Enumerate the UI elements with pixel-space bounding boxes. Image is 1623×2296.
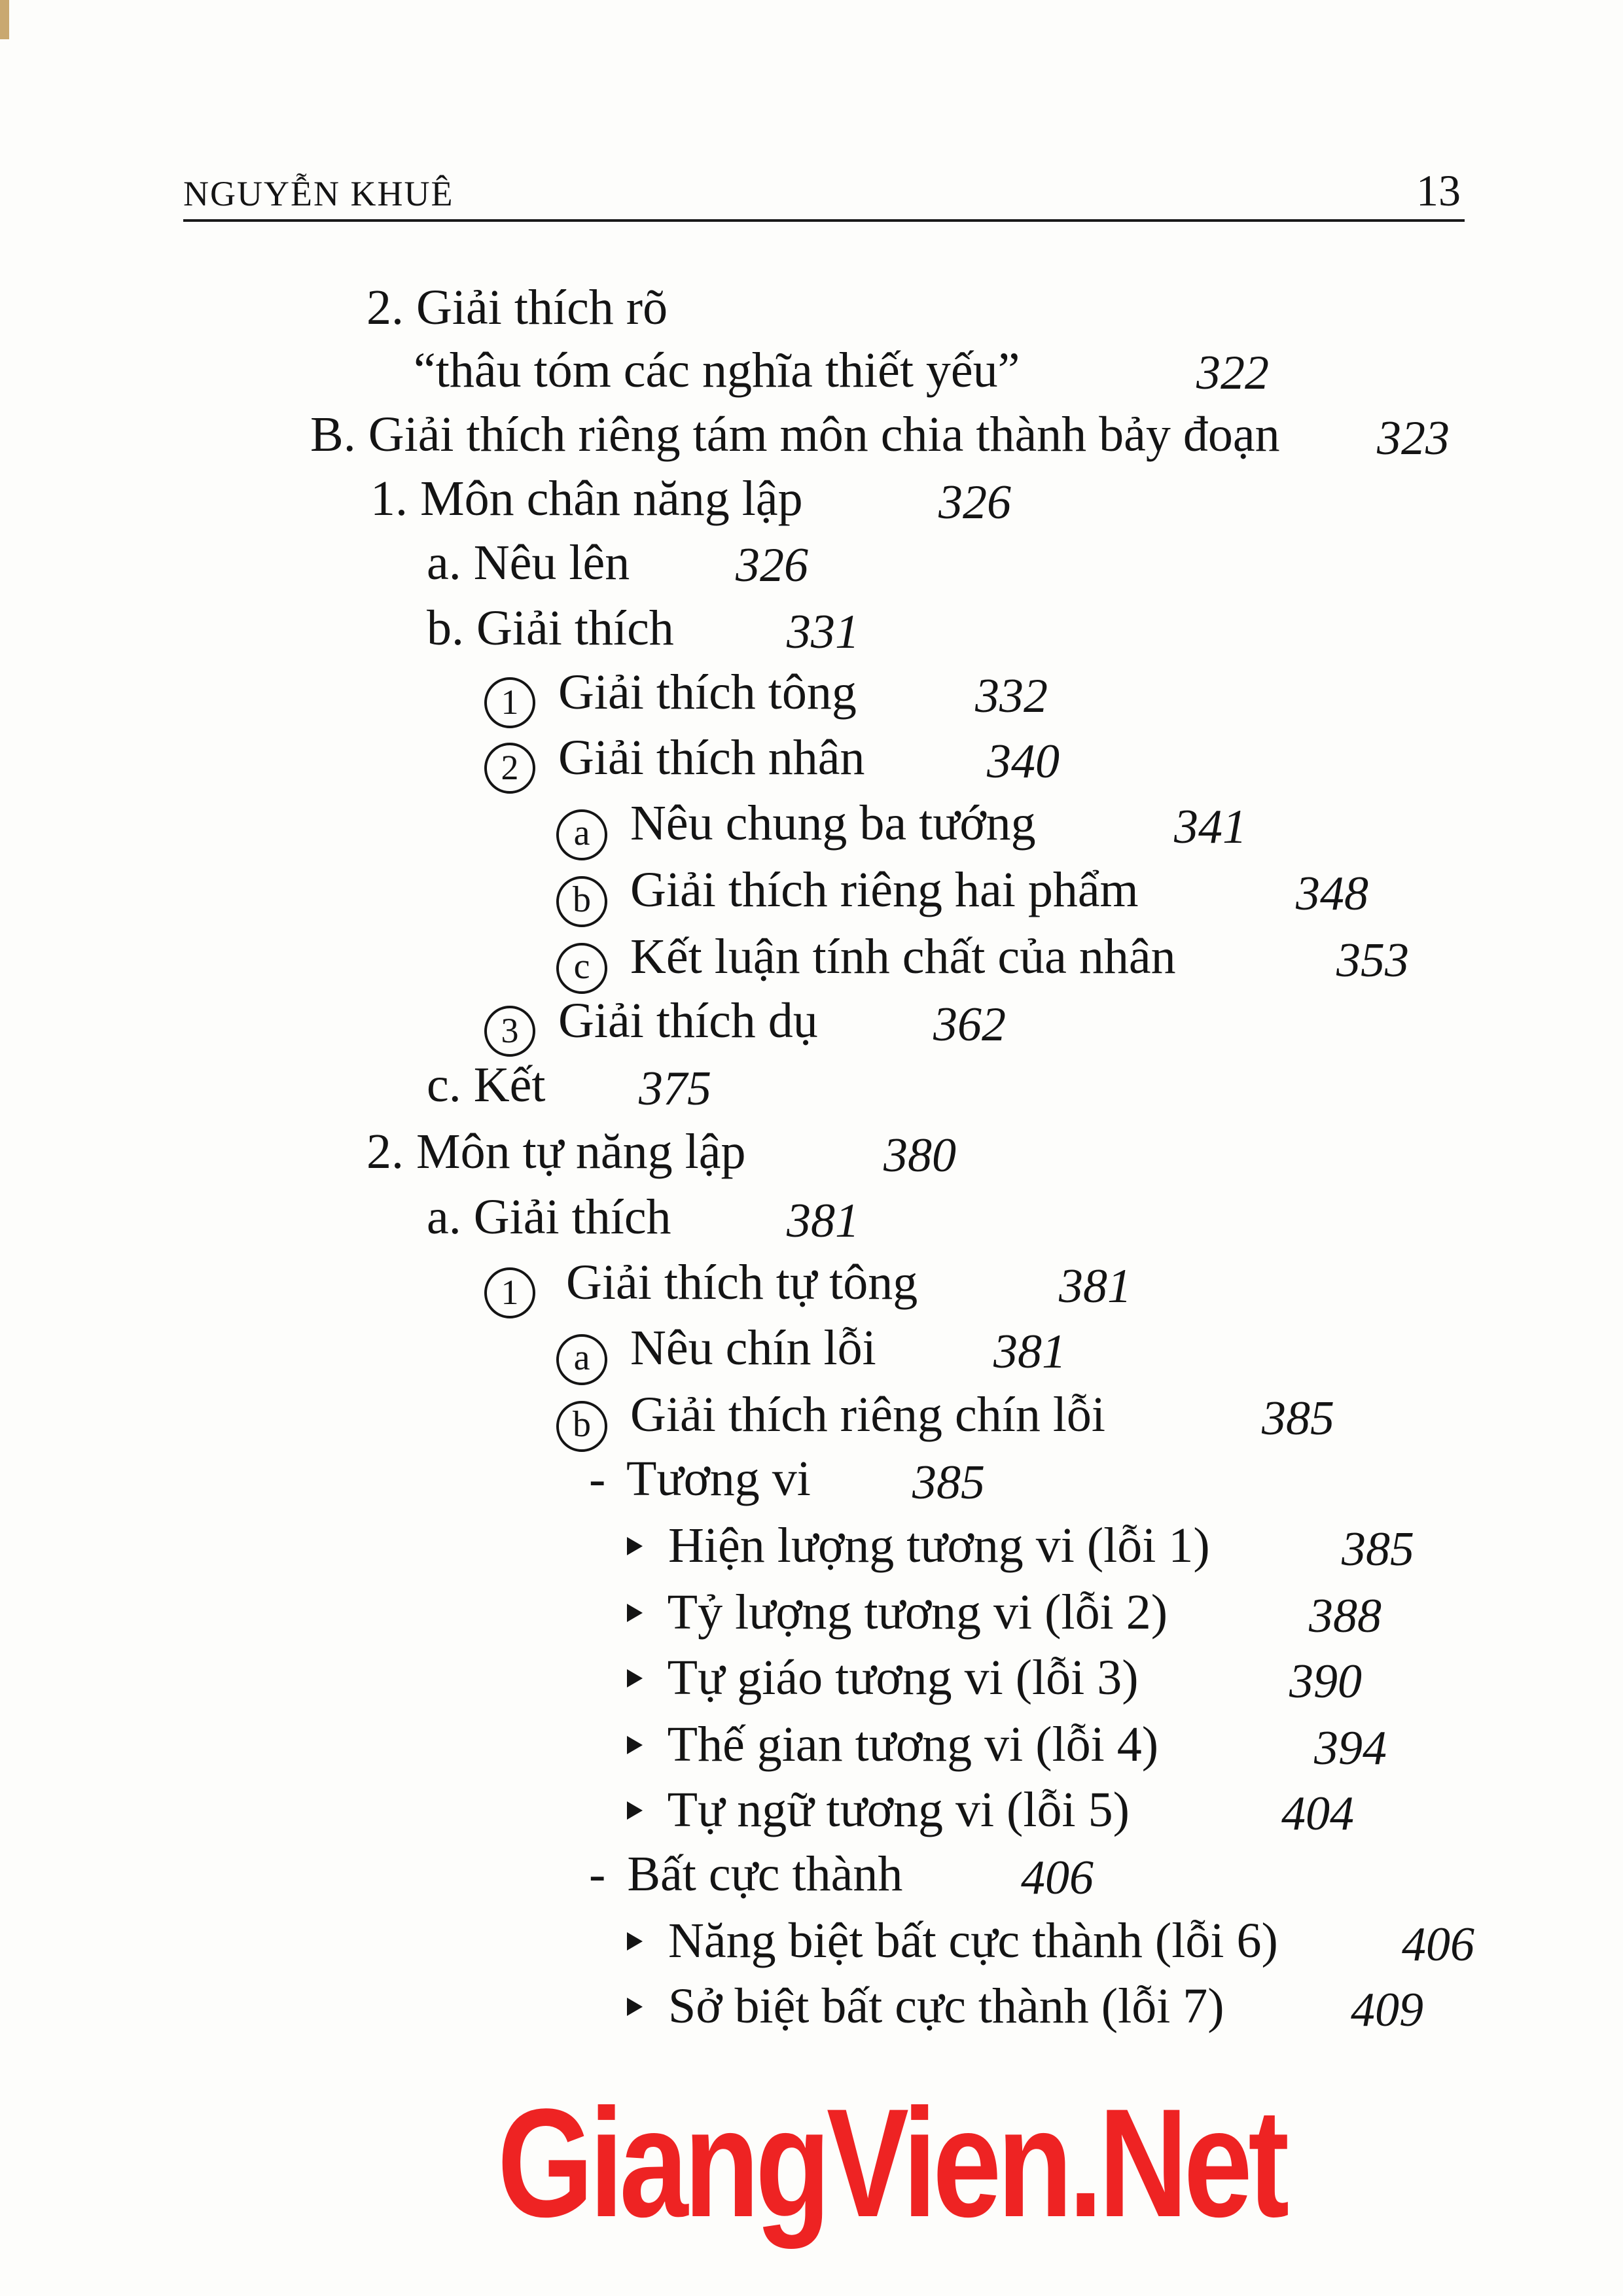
entry-dash: - — [589, 1451, 606, 1506]
site-watermark: GiangVien.Net — [497, 2077, 1285, 2250]
entry-marker: 2. — [366, 280, 404, 335]
entry-page: 332 — [975, 669, 1048, 723]
toc-entry — [627, 1717, 1159, 1772]
entry-title: Thế gian tương vi (lỗi 4) — [667, 1717, 1159, 1772]
entry-title: Hiện lượng tương vi (lỗi 1) — [668, 1518, 1210, 1573]
entry-page: 375 — [639, 1062, 711, 1116]
toc-entry — [427, 601, 674, 656]
toc-entry — [310, 407, 1280, 462]
entry-title: Môn chân năng lập — [420, 471, 803, 526]
entry-title: Tự ngữ tương vi (lỗi 5) — [667, 1782, 1130, 1837]
toc-entry — [556, 1387, 1106, 1452]
toc-entry — [556, 798, 1036, 860]
toc-entry — [484, 667, 857, 728]
entry-title: Giải thích nhân — [558, 730, 865, 785]
circled-number-one: 1 — [484, 677, 535, 728]
entry-page: 406 — [1021, 1851, 1094, 1905]
entry-title: Giải thích tự tông — [566, 1255, 918, 1310]
entry-title: Giải thích riêng hai phẩm — [630, 862, 1139, 917]
circled-letter-b: b — [556, 876, 607, 927]
entry-title: Giải thích riêng chín lỗi — [630, 1387, 1106, 1442]
header-author: NGUYỄN KHUÊ — [183, 174, 454, 213]
entry-page: 323 — [1377, 412, 1450, 465]
entry-page: 331 — [787, 605, 859, 659]
entry-page: 380 — [883, 1129, 956, 1182]
entry-title: Tỷ lượng tương vi (lỗi 2) — [667, 1585, 1168, 1640]
toc-entry — [627, 1650, 1139, 1705]
entry-marker: B. — [310, 407, 356, 462]
toc-entry — [556, 929, 1176, 994]
triangle-bullet-icon — [627, 1669, 643, 1687]
circled-letter-a: a — [556, 809, 607, 860]
entry-page: 341 — [1174, 800, 1247, 854]
entry-title: Nêu chín lỗi — [630, 1320, 876, 1375]
toc-entry — [627, 1585, 1168, 1640]
toc-entry — [427, 1057, 546, 1112]
entry-page: 394 — [1314, 1722, 1387, 1775]
entry-page: 326 — [938, 476, 1011, 529]
entry-page: 385 — [1342, 1523, 1414, 1576]
entry-title: Giải thích rõ — [416, 280, 668, 335]
entry-page: 385 — [1262, 1392, 1334, 1445]
entry-title: Tự giáo tương vi (lỗi 3) — [667, 1650, 1139, 1705]
entry-marker: 1. — [370, 471, 408, 526]
entry-title: Môn tự năng lập — [416, 1124, 746, 1179]
entry-title: Kết — [473, 1057, 546, 1112]
triangle-bullet-icon — [627, 1736, 643, 1754]
entry-page: 388 — [1309, 1589, 1382, 1643]
circled-number-one: 1 — [484, 1267, 535, 1318]
toc-entry — [627, 1913, 1278, 1968]
triangle-bullet-icon — [627, 1932, 643, 1951]
circled-number-two: 2 — [484, 743, 535, 794]
entry-title: Nêu chung ba tướng — [630, 796, 1036, 851]
toc-entry — [556, 862, 1139, 927]
entry-page: 404 — [1281, 1787, 1354, 1841]
entry-page: 381 — [1059, 1260, 1132, 1313]
toc-entry — [589, 1451, 811, 1506]
toc-entry — [627, 1782, 1130, 1837]
toc-entry — [484, 1255, 918, 1318]
header-page-number: 13 — [1416, 166, 1461, 215]
entry-page: 348 — [1296, 867, 1368, 921]
entry-title: Giải thích dụ — [558, 993, 818, 1048]
entry-marker: a. — [427, 1190, 461, 1245]
entry-page: 340 — [987, 735, 1060, 788]
toc-entry — [366, 280, 668, 335]
entry-title: Giải thích — [476, 601, 674, 656]
triangle-bullet-icon — [627, 1537, 643, 1555]
toc-entry — [556, 1320, 876, 1385]
entry-title: Giải thích tông — [558, 665, 857, 720]
toc-entry — [484, 993, 818, 1057]
circled-letter-c: c — [556, 943, 607, 994]
entry-page: 353 — [1336, 934, 1409, 987]
entry-page: 390 — [1289, 1655, 1362, 1708]
triangle-bullet-icon — [627, 1998, 643, 2016]
circled-letter-a: a — [556, 1334, 607, 1385]
entry-title: Kết luận tính chất của nhân — [630, 929, 1176, 984]
entry-title: Nêu lên — [473, 535, 630, 590]
entry-title: “thâu tóm các nghĩa thiết yếu” — [414, 343, 1020, 398]
entry-page: 385 — [912, 1456, 985, 1510]
circled-number-three: 3 — [484, 1006, 535, 1057]
toc-entry — [627, 1979, 1224, 2034]
toc-entry — [414, 343, 1020, 398]
entry-title: Sở biệt bất cực thành (lỗi 7) — [668, 1979, 1224, 2034]
entry-title: Giải thích — [473, 1190, 671, 1245]
toc-entry — [366, 1124, 746, 1179]
toc-entry — [427, 1190, 671, 1245]
entry-title: Bất cực thành — [627, 1846, 903, 1901]
entry-dash: - — [589, 1846, 606, 1901]
entry-title: Tương vi — [626, 1451, 811, 1506]
entry-page: 326 — [736, 539, 808, 592]
entry-title: Giải thích riêng tám môn chia thành bảy đoạn — [368, 407, 1280, 462]
toc-entry — [589, 1846, 903, 1901]
entry-page: 362 — [933, 998, 1006, 1051]
entry-page: 381 — [787, 1194, 859, 1248]
entry-page: 322 — [1196, 346, 1269, 400]
entry-marker: a. — [427, 535, 461, 590]
toc-entry — [627, 1518, 1210, 1573]
toc-entry — [484, 730, 865, 794]
entry-page: 409 — [1351, 1983, 1423, 2037]
entry-marker: 2. — [366, 1124, 404, 1179]
toc-entry — [427, 535, 630, 590]
entry-marker: b. — [427, 601, 464, 656]
entry-marker: c. — [427, 1057, 461, 1112]
entry-title: Năng biệt bất cực thành (lỗi 6) — [668, 1913, 1278, 1968]
triangle-bullet-icon — [627, 1604, 643, 1622]
entry-page: 381 — [993, 1325, 1066, 1379]
entry-page: 406 — [1402, 1918, 1474, 1971]
circled-letter-b: b — [556, 1401, 607, 1452]
toc-entry — [370, 471, 803, 526]
triangle-bullet-icon — [627, 1801, 643, 1820]
